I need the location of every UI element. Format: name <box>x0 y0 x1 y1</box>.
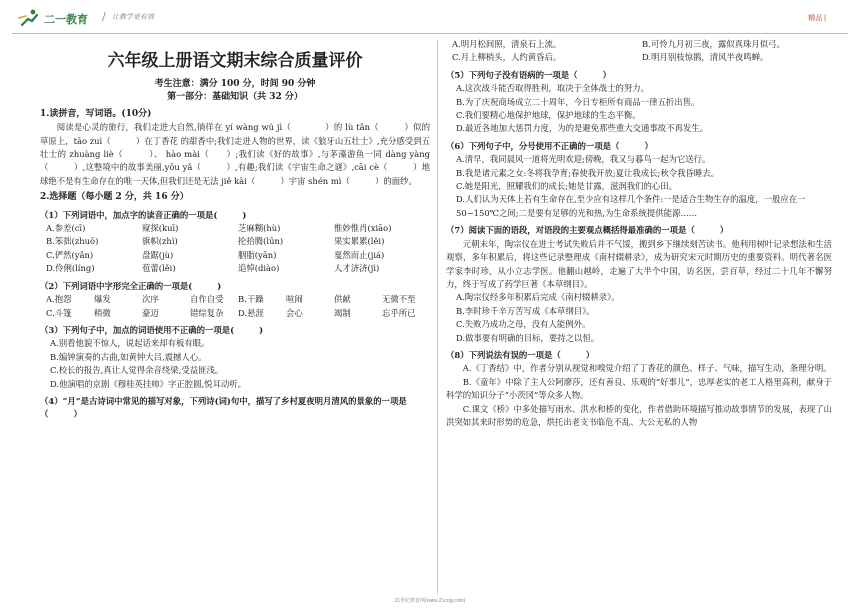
option-text: 窥探(kuī) <box>142 223 179 234</box>
option-text: B.笨拙(zhuō) <box>46 236 99 247</box>
option-text: D.做事要有明确的目标，要持之以恒。 <box>456 332 600 343</box>
question-7: （7）阅读下面的语段，对语段的主要观点概括得最准确的一项是（ ） <box>446 225 729 236</box>
question-5: （5）下列句子没有语病的一项是（ ） <box>446 69 611 80</box>
option-text: 次序 <box>142 294 159 305</box>
option-text: B.为了庆祝商场成立二十周年，今日专柜所有商品一律五折出售。 <box>456 96 700 107</box>
exam-info: 考生注意：满分 100 分，时间 90 分钟 <box>154 79 316 89</box>
option-text: 竭制 <box>334 307 351 318</box>
option-text: C.失败乃成功之母，没有人能例外。 <box>456 319 591 330</box>
reading-passage: 元朝末年，陶宗仪在进士考试失败后并不气馁，搬到乡下继续刻苦读书。他利用树叶记录想法和生活观察，多年积累后，将这些记录整理成《南村辍耕录》，成为研究宋元时期历史的重要资料。明代著名医学家李时珍，从小立志学医。他翻山越岭，走遍了大半个中国，访名医，尝百草，经过二十几年不懈努力，终于写成了药学巨著《本草纲目》。 <box>446 238 832 289</box>
option-row <box>40 235 430 248</box>
site-logo[interactable] <box>18 9 178 29</box>
option-text: B.李时珍千辛万苦写成《本草纲目》。 <box>456 305 595 316</box>
option-text: 自作自受 <box>190 294 224 305</box>
option-text: C.课文《桥》中多处描写雨水、洪水和桥的变化，作者借助环境描写推动故事情节的发展，表现了山洪突如其来时形势的危急，烘托出老支书临危不乱、大公无私的人物 <box>446 403 832 427</box>
question-6: （6）下列句子中，分号使用不正确的一项是（ ） <box>446 140 653 151</box>
option-row <box>40 222 430 235</box>
option-text: 供献 <box>334 294 351 305</box>
page-header <box>0 0 860 34</box>
option-text: C.月上柳梢头，人约黄昏后。 <box>452 52 562 63</box>
option-row <box>40 262 430 275</box>
option-row <box>446 51 832 64</box>
pinyin-passage: 阅读是心灵的旅行，我们走进大自然,徜徉在 yí wàng wú jì（ ）的 lù tǎn（ ）似的草原上，tāo zuì（ ）在丁香花 的甜香中;我们走进人物的世界，读《狼牙山五壮士》,充分感受到五壮士的 zhuàng liè（ ）、 hào mài（ ）;我们读《好的故事》,与茅藻游鱼一同 dàng yàng（ ）,这整境中的故事美丽,yōu yǎ（ ）,有趣;我们读《宇宙生命之谜》,cāi cè（ ）地球绝不是有生命存在的唯一天体,但我们还是无法 jiě kāi（ ）宇宙 shén mì（ ）的面纱。 <box>40 122 430 186</box>
page-footer: 21世纪教育网(www.21cnjy.com) <box>394 598 466 604</box>
option-text: C.我们要精心地保护地球，保护地球的生态平衡。 <box>456 110 641 121</box>
option-text: B.编钟演奏的古曲,如黄钟大吕,震撼人心。 <box>50 351 207 362</box>
option-text: B.可怜九月初三夜，露似真珠月似弓。 <box>642 39 785 49</box>
option-row <box>446 38 832 51</box>
option-text: 旗帜(zhì) <box>142 236 178 247</box>
option-text: 错综复杂 <box>190 307 224 318</box>
option-text: D.最近各地加大惩罚力度，为的是避免那些重大交通事故不再发生。 <box>456 123 708 134</box>
option-text: D.伶俐(líng) <box>46 263 95 274</box>
option-text: C.校长的报告,真让人觉得余音绕梁,受益匪浅。 <box>50 365 224 376</box>
option-text: 胭脂(yān) <box>238 249 277 260</box>
option-text: D.悬涯 <box>238 307 264 318</box>
option-text: A.《丁香结》中，作者分别从视觉和嗅觉介绍了丁香花的颜色、样子、气味，描写生动，条理分明。 <box>462 363 832 374</box>
column-divider <box>437 40 438 595</box>
option-text: B.我是诸元素之女:冬将我孕育;春使我开放;夏让我成长;秋令我昏睡去。 <box>456 167 719 178</box>
right-column <box>446 38 832 429</box>
option-text: 爆发 <box>94 294 111 305</box>
question-1: （1）下列词语中，加点字的读音正确的一项是( ) <box>40 209 247 220</box>
option-text: C.她是阳光，照耀我们的成长;她是甘露，滋润我们的心田。 <box>456 181 677 192</box>
question-8: （8）下列说法有误的一项是（ ） <box>446 349 595 360</box>
question-3: （3）下列句子中，加点的词语使用不正确的一项是( ) <box>40 324 264 335</box>
runner-logo-icon <box>18 9 42 27</box>
option-text: 戛然而止(jiá) <box>334 249 385 260</box>
option-text: 盘踞(jù) <box>142 249 174 260</box>
part-heading: 第一部分：基础知识（共 32 分） <box>167 92 303 103</box>
option-text: 喧闹 <box>286 294 303 305</box>
option-row <box>40 307 430 320</box>
brand-slogan: 让教学更有效 <box>112 14 154 21</box>
option-text: 人才济济(jì) <box>334 263 380 274</box>
exam-title: 六年级上册语文期末综合质量评价 <box>107 51 363 71</box>
option-text: 无微不至 <box>382 294 416 305</box>
option-text: A.这次战斗能否取得胜利，取决于全体战士的努力。 <box>456 83 649 94</box>
logo-separator: / <box>102 10 106 23</box>
option-text: 追悼(diào) <box>238 263 280 274</box>
brand-name: 二一教育 <box>44 14 88 26</box>
option-text: A.别看他貌不惊人，说起话来却有板有眼。 <box>50 338 210 349</box>
option-text: D.他演唱的京剧《穆桂英挂帅》字正腔圆,悦耳动听。 <box>50 378 246 389</box>
option-text: 豪迈 <box>142 307 159 318</box>
option-text: 苞蕾(lěi) <box>142 263 176 274</box>
option-text: B.干躁 <box>238 294 264 305</box>
option-text: A.清早，我同晨风一道将光明欢迎;傍晚，我又与暮鸟一起为它送行。 <box>456 154 711 165</box>
option-row <box>40 293 430 306</box>
option-text: A.抱怨 <box>46 294 72 305</box>
option-row <box>40 249 430 262</box>
option-text: 芝麻糊(hù) <box>238 223 281 234</box>
option-text: A.陶宗仪经多年积累后完成《南村辍耕录》。 <box>456 292 620 303</box>
option-text: 惟妙惟肖(xiāo) <box>334 223 392 234</box>
option-text: 会心 <box>286 307 303 318</box>
option-text: D.人们认为天体上若有生命存在,至少应有这样几个条件:一是适合生物生存的温度，一般应在一 50~150℃之间;二是要有足够的光和热,为生命系统提供能源…… <box>456 194 806 218</box>
option-text: 抡拾腾(lūn) <box>238 236 284 247</box>
option-text: C.斗篷 <box>46 307 72 318</box>
section-heading: 1.读拼音，写词语。(10分) <box>40 108 152 119</box>
section-heading: 2.选择题（每小题 2 分，共 16 分） <box>40 192 189 203</box>
question-4: （4）“月”是古诗词中常见的描写对象，下列诗(词)句中，描写了乡村夏夜明月清风的景象的一项是（ ） <box>40 395 407 420</box>
header-rule <box>12 33 848 34</box>
option-text: C.俨然(yǎn) <box>46 249 94 260</box>
question-2: （2）下列词语中字形完全正确的一项是( ) <box>40 280 222 291</box>
option-text: B.《童年》中除了主人公阿廖莎，还有善良、乐观的“好事儿”，忠厚老实的老工人格里高利，献身于科学的知识分子“小茨冈”等众多人物。 <box>446 376 832 401</box>
option-text: D.明月别枝惊鹊，清风半夜鸣蝉。 <box>642 52 769 63</box>
option-text: A.参差(cī) <box>46 223 86 234</box>
option-text: A.明月松间照，清泉石上流。 <box>452 39 562 49</box>
option-text: 稍微 <box>94 307 111 318</box>
option-text: 果实累累(lěi) <box>334 236 385 247</box>
premium-badge: 精品 | <box>808 15 826 22</box>
option-text: 忘乎所已 <box>382 307 416 318</box>
left-column <box>40 38 430 422</box>
